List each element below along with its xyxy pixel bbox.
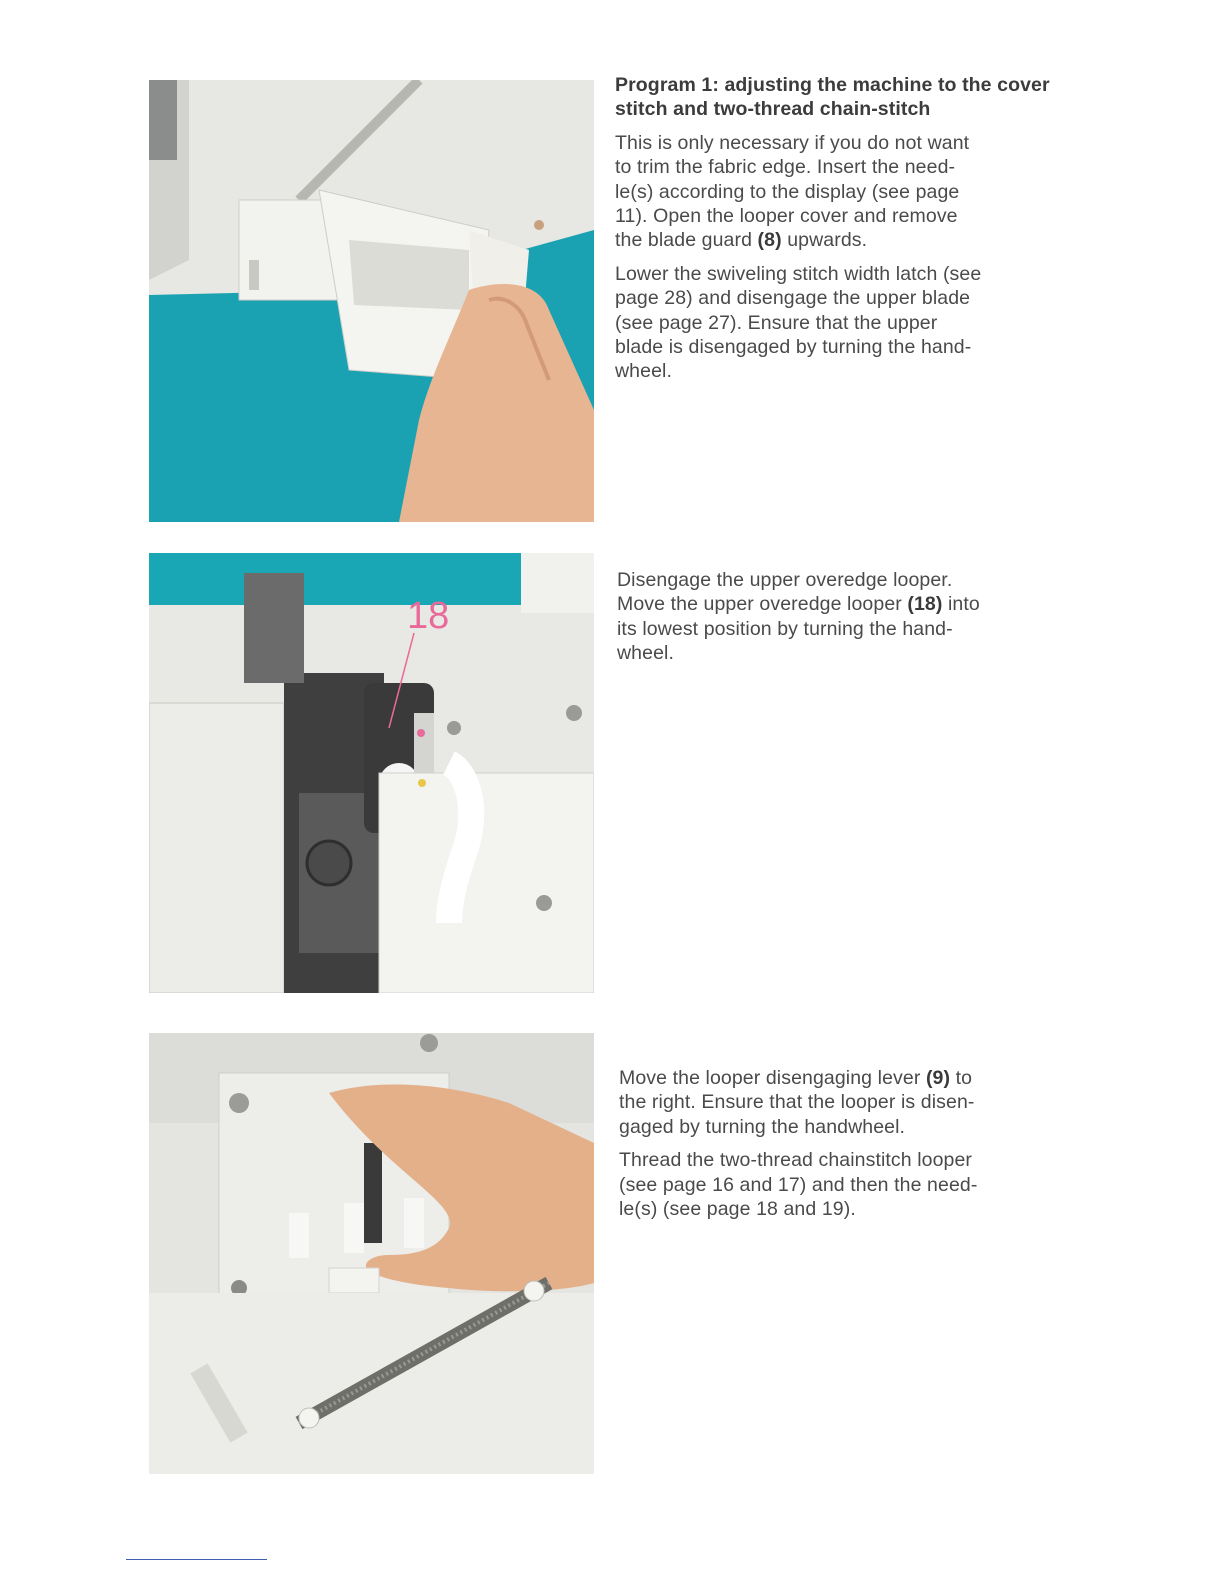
text-line: wheel.	[617, 642, 674, 665]
text-line: le(s) according to the display (see page	[615, 180, 960, 203]
text-line: the blade guard	[615, 229, 758, 252]
text-line: the right. Ensure that the looper is disen-	[619, 1091, 975, 1114]
section-3-text	[619, 1066, 1079, 1230]
text-line: its lowest position by turning the hand-	[617, 617, 953, 640]
text-line: le(s) (see page 18 and 19).	[619, 1198, 856, 1221]
text-line: gaged by turning the handwheel.	[619, 1115, 906, 1138]
text-line: blade is disengaged by turning the hand-	[615, 336, 972, 359]
text-line: upwards.	[781, 229, 868, 252]
text-line: Move the looper disengaging lever	[619, 1067, 926, 1089]
text-line: into	[942, 593, 980, 616]
text-line: Disengage the upper overedge looper.	[617, 569, 953, 591]
text-line: Lower the swiveling stitch width latch (see	[615, 262, 982, 285]
section-3-paragraph-2	[619, 1148, 1079, 1221]
part-reference-8: (8)	[757, 229, 782, 252]
text-line: 11). Open the looper cover and remove	[615, 205, 958, 228]
text-line: wheel.	[615, 360, 672, 383]
text-line: This is only necessary if you do not want	[615, 131, 970, 154]
photo-upper-overedge-looper	[149, 553, 594, 993]
section-2-paragraph	[617, 568, 1077, 666]
text-line: to trim the fabric edge. Insert the need-	[615, 156, 956, 179]
section-1-text	[615, 73, 1075, 393]
section-1-paragraph-1	[615, 131, 1075, 253]
section-1-paragraph-2	[615, 262, 1075, 384]
text-line: to	[950, 1067, 973, 1089]
photo-looper-disengaging-lever	[149, 1033, 594, 1474]
text-line: page 28) and disengage the upper blade	[615, 287, 971, 310]
text-line: (see page 16 and 17) and then the need-	[619, 1173, 978, 1196]
footer-divider	[126, 1559, 267, 1560]
callout-label-18: 18	[407, 595, 450, 637]
part-reference-9: (9)	[925, 1067, 951, 1089]
text-line: (see page 27). Ensure that the upper	[615, 311, 938, 334]
text-line: Move the upper overedge looper	[617, 593, 908, 616]
section-2-text	[617, 568, 1077, 675]
photo-blade-guard-removal	[149, 80, 594, 522]
text-line: Thread the two-thread chainstitch looper	[619, 1149, 973, 1172]
section-heading: Program 1: adjusting the machine to the cover stitch and two-thread chain-stitch	[615, 74, 1050, 121]
section-3-paragraph-1	[619, 1066, 1079, 1139]
part-reference-18: (18)	[907, 593, 943, 616]
